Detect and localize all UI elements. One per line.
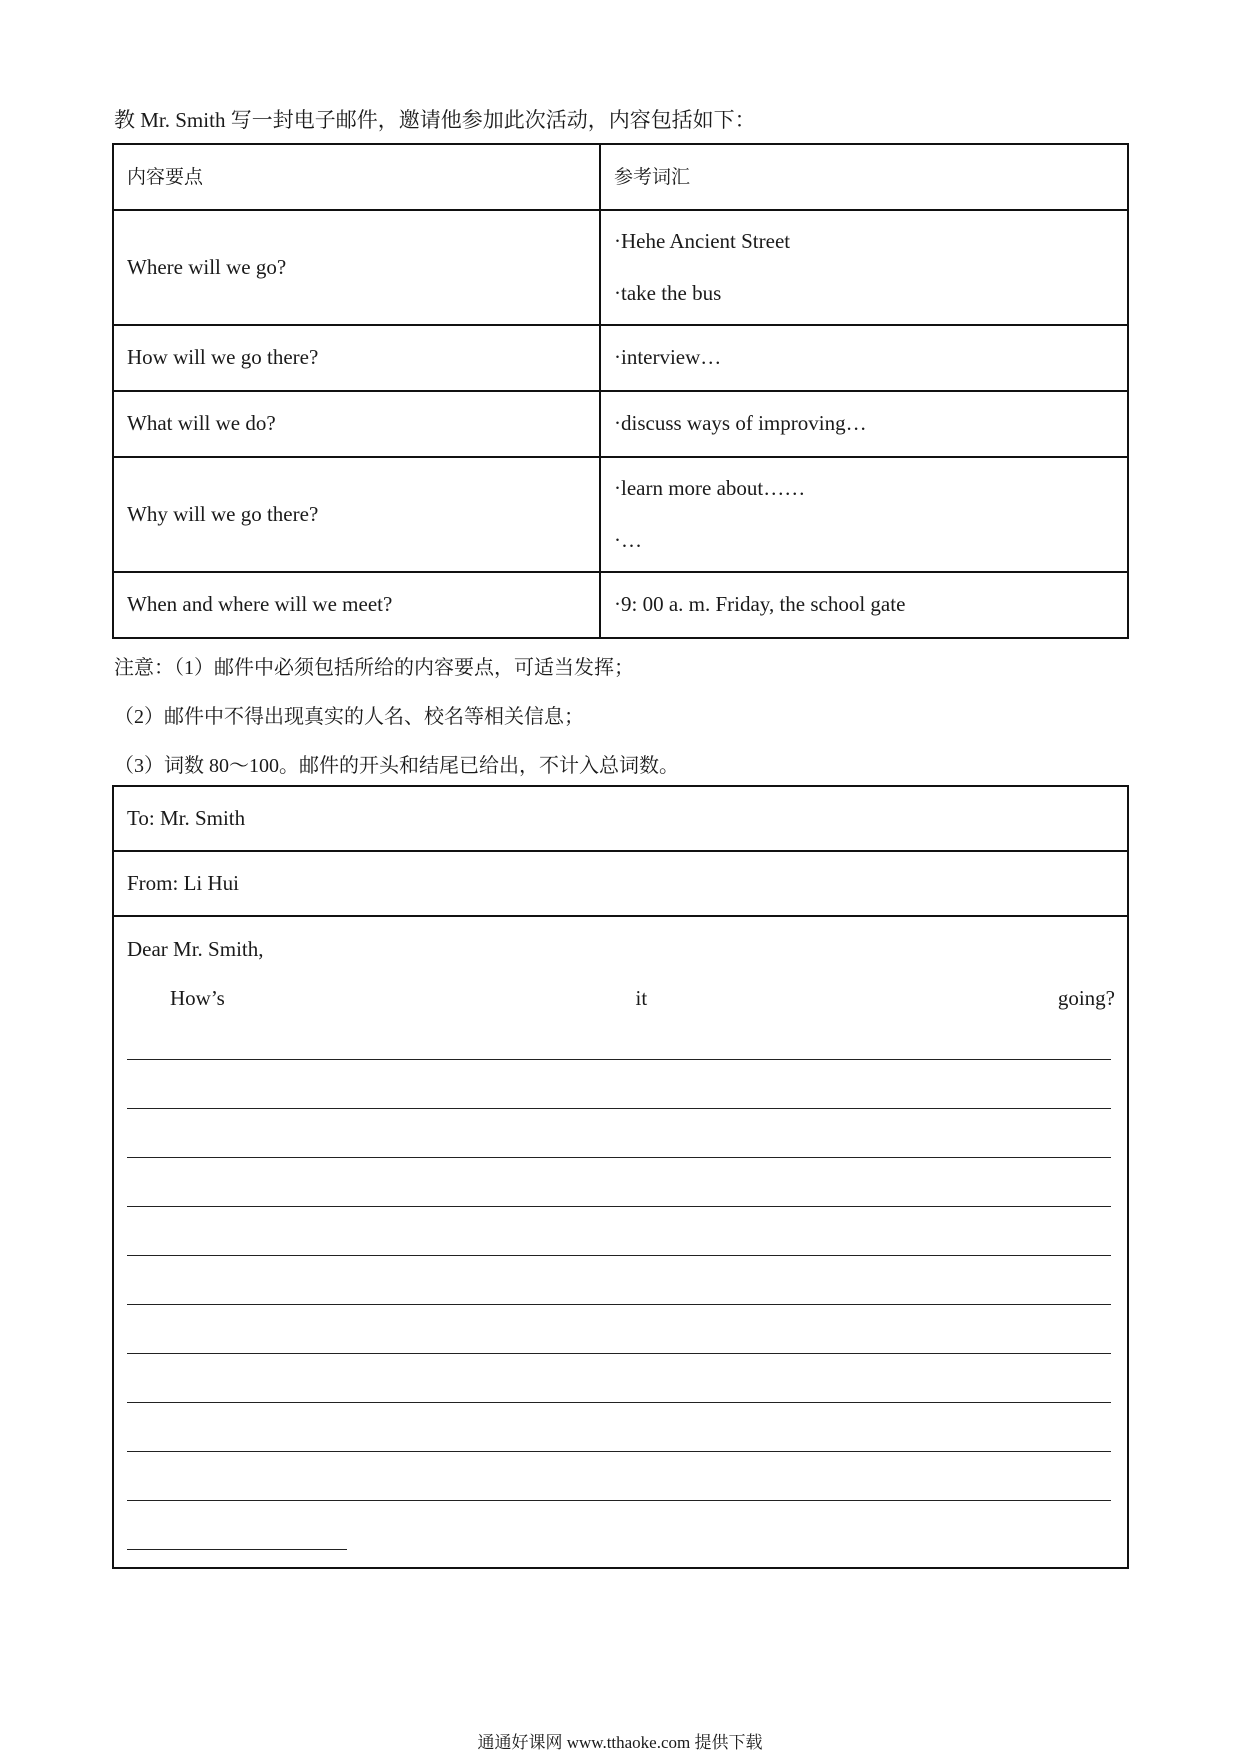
writing-line[interactable] <box>127 1402 1111 1403</box>
writing-line[interactable] <box>127 1157 1111 1158</box>
email-from-line: From: Li Hui <box>114 852 1127 917</box>
writing-line[interactable] <box>127 1108 1111 1109</box>
note-3: （3）词数 80～100。邮件的开头和结尾已给出，不计入总词数。 <box>114 755 679 777</box>
writing-line[interactable] <box>127 1059 1111 1060</box>
writing-line[interactable] <box>127 1500 1111 1501</box>
writing-line[interactable] <box>127 1451 1111 1452</box>
vocab-cell <box>600 572 1128 638</box>
writing-line[interactable] <box>127 1353 1111 1354</box>
vocab-item: ·discuss ways of improving… <box>614 411 867 436</box>
table-row <box>113 457 1128 572</box>
table-header-row <box>113 144 1128 210</box>
greeting-line <box>170 986 1115 1011</box>
table-row <box>113 325 1128 391</box>
email-to-line: To: Mr. Smith <box>114 787 1127 852</box>
vocab-item: ·9: 00 a. m. Friday, the school gate <box>614 592 906 617</box>
email-letter-box <box>112 785 1129 1569</box>
vocab-item: ·learn more about…… <box>614 476 806 501</box>
vocab-item: ·take the bus <box>614 280 722 305</box>
vocab-item: ·… <box>614 527 642 552</box>
greeting-word: going? <box>1057 986 1115 1010</box>
table-row <box>113 572 1128 638</box>
table-row <box>113 210 1128 325</box>
writing-line[interactable] <box>127 1304 1111 1305</box>
note-1: 注意：（1）邮件中必须包括所给的内容要点，可适当发挥； <box>114 657 634 679</box>
salutation: Dear Mr. Smith, <box>127 937 264 961</box>
instruction-text: 教 Mr. Smith 写一封电子邮件，邀请他参加此次活动，内容包括如下： <box>114 108 756 132</box>
vocab-cell <box>600 325 1128 391</box>
vocab-cell <box>600 391 1128 457</box>
table-row <box>113 391 1128 457</box>
question-cell: Why will we go there? <box>113 457 600 572</box>
greeting-word: How’s <box>170 986 225 1010</box>
content-points-table <box>112 143 1129 639</box>
header-vocab: 参考词汇 <box>600 144 1128 210</box>
writing-line[interactable] <box>127 1255 1111 1256</box>
vocab-cell <box>600 210 1128 325</box>
greeting-word: it <box>635 986 648 1010</box>
note-2: （2）邮件中不得出现真实的人名、校名等相关信息； <box>114 706 584 728</box>
vocab-cell <box>600 457 1128 572</box>
header-points: 内容要点 <box>113 144 600 210</box>
page-footer: 通通好课网 www.tthaoke.com 提供下载 <box>477 1733 763 1752</box>
question-cell: Where will we go? <box>113 210 600 325</box>
question-cell: What will we do? <box>113 391 600 457</box>
vocab-item: ·Hehe Ancient Street <box>614 229 791 254</box>
question-cell: How will we go there? <box>113 325 600 391</box>
question-cell: When and where will we meet? <box>113 572 600 638</box>
writing-line[interactable] <box>127 1206 1111 1207</box>
writing-line-short[interactable] <box>127 1549 347 1550</box>
vocab-item: ·interview… <box>614 345 722 370</box>
